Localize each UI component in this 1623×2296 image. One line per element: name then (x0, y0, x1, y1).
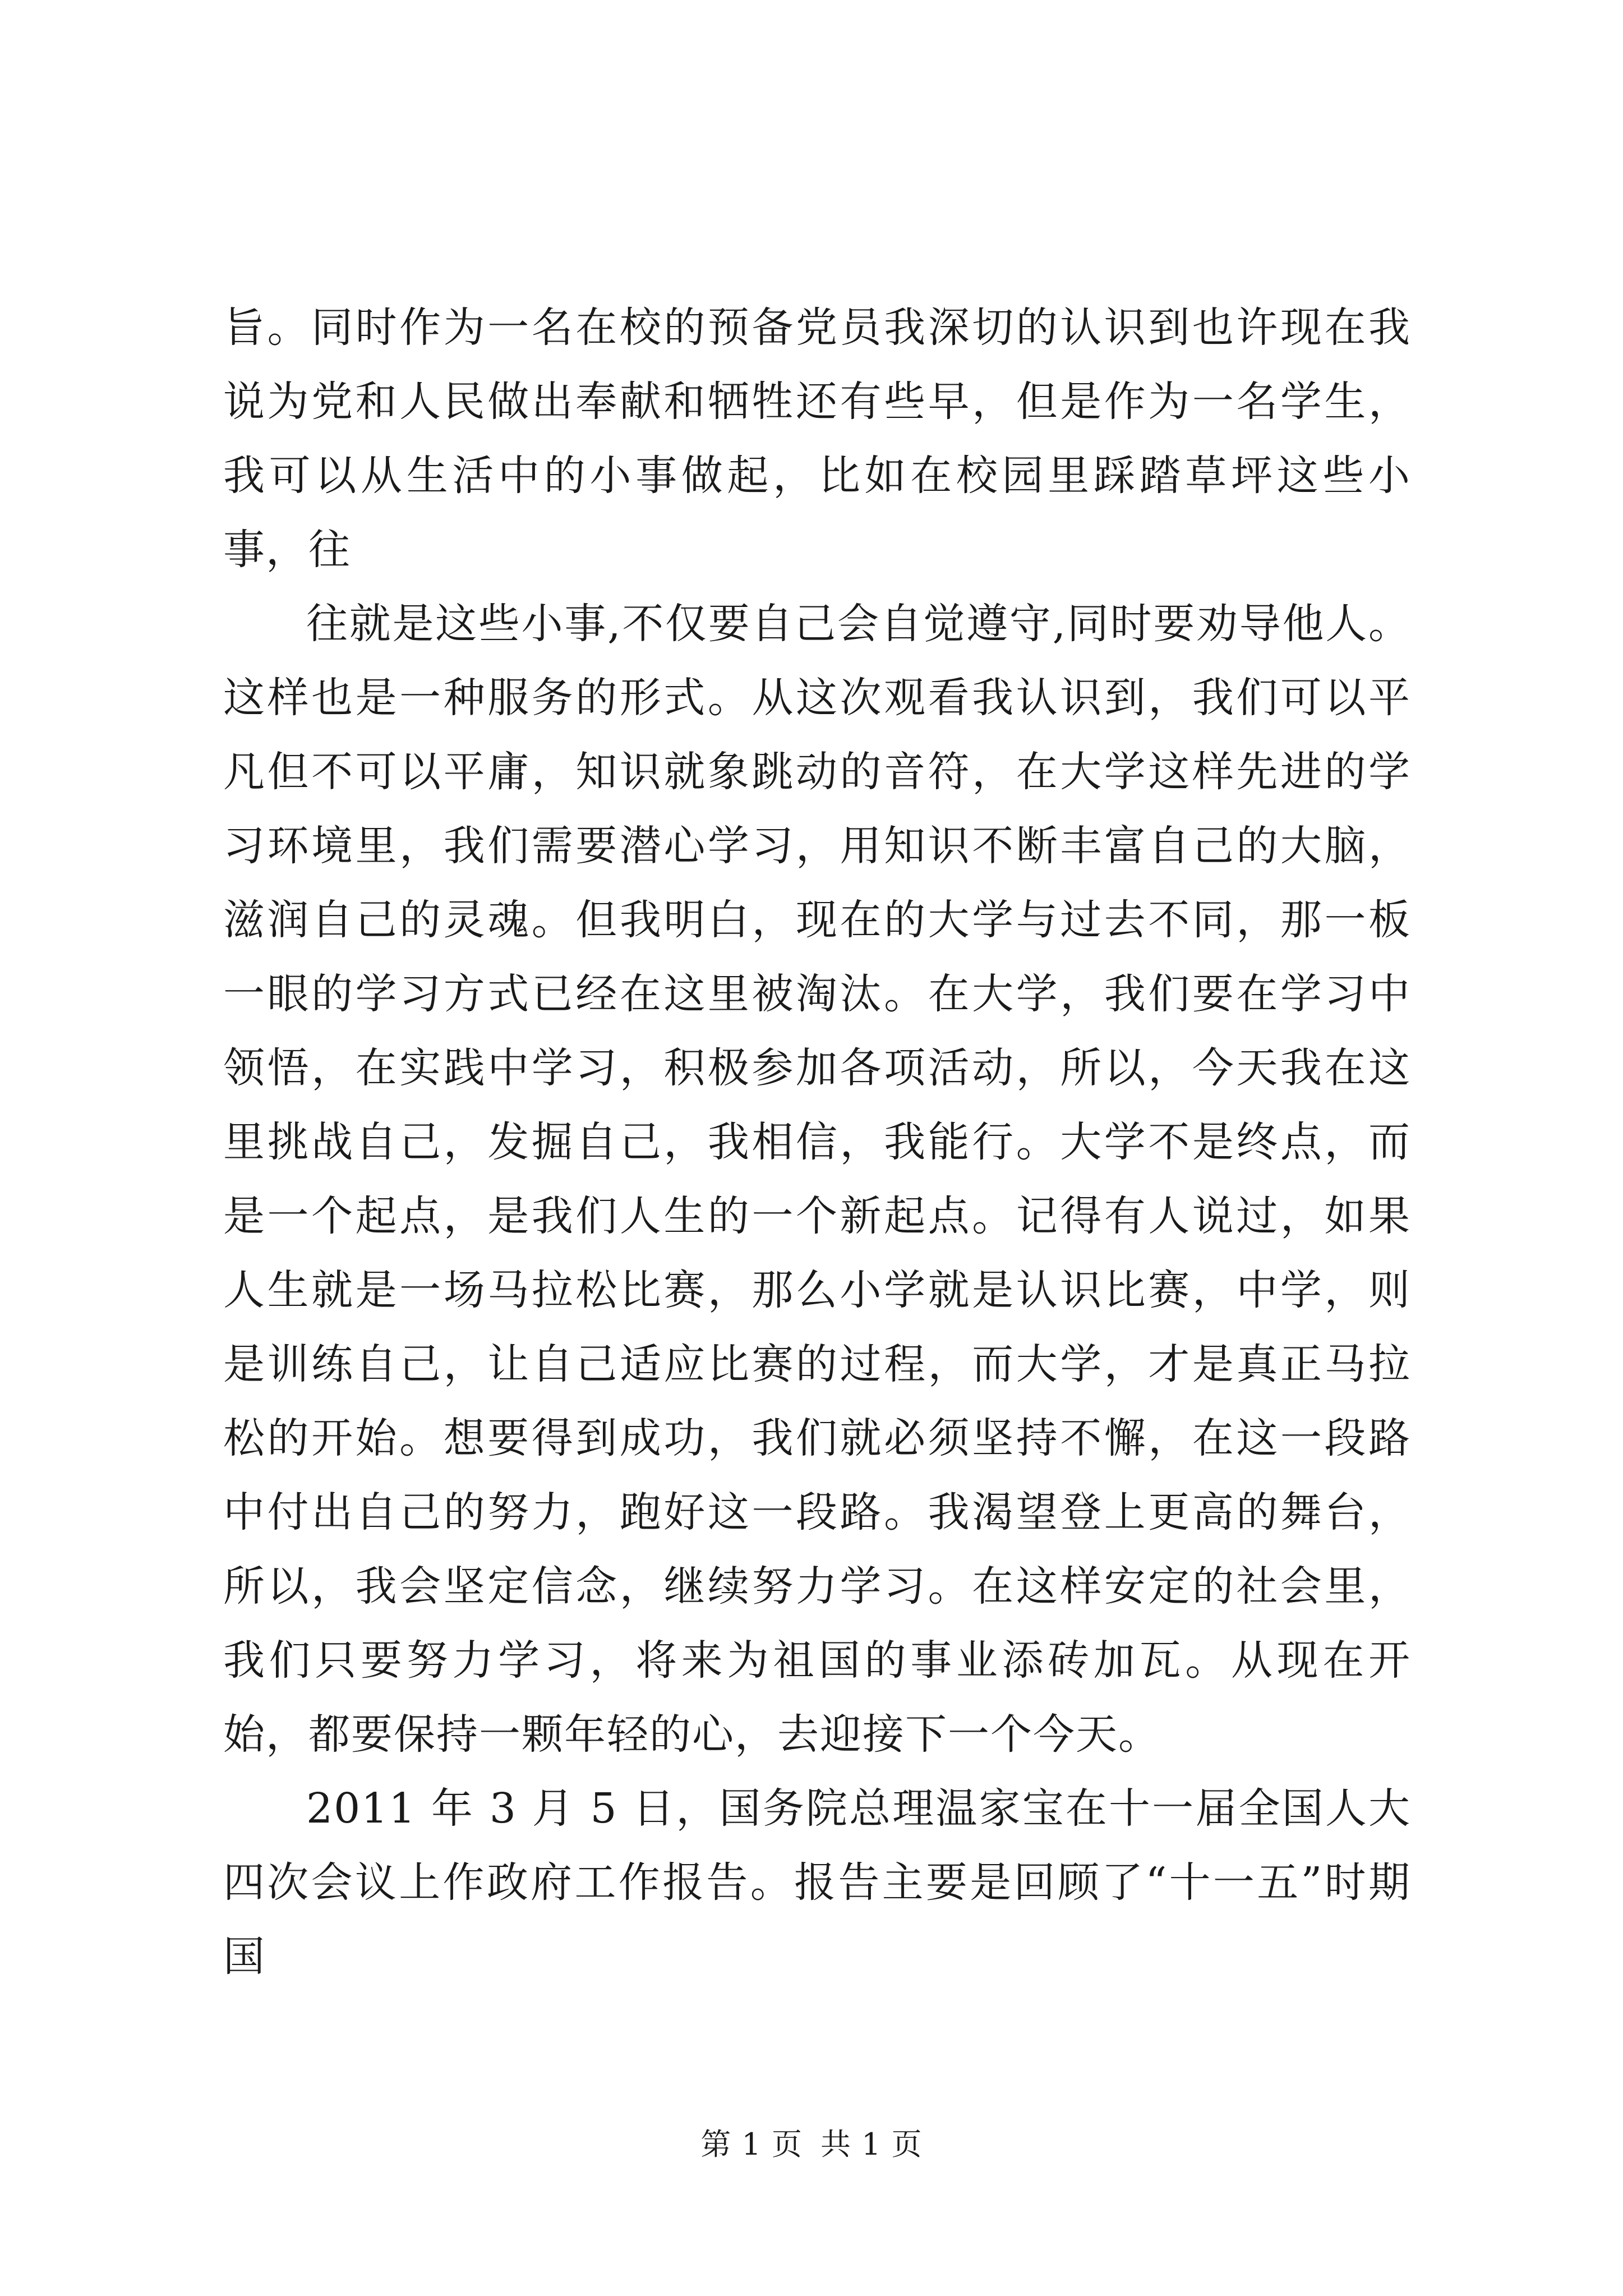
page-footer (0, 2125, 1623, 2164)
page-number: 第 1 页 (700, 2127, 803, 2162)
paragraph-continuation: 旨。同时作为一名在校的预备党员我深切的认识到也许现在我说为党和人民做出奉献和牺牲还有些早，但是作为一名学生，我可以从生活中的小事做起，比如在校园里踩踏草坪这些小事，往 (223, 303, 1411, 574)
document-body (223, 291, 1411, 1994)
paragraph-main: 往就是这些小事,不仅要自己会自觉遵守,同时要劝导他人。这样也是一种服务的形式。从这次观看我认识到，我们可以平凡但不可以平庸，知识就象跳动的音符，在大学这样先进的学习环境里，我们需要潜心学习，用知识不断丰富自己的大脑，滋润自己的灵魂。但我明白，现在的大学与过去不同，那一板一眼的学习方式已经在这里被淘汰。在大学，我们要在学习中领悟，在实践中学习，积极参加各项活动，所以，今天我在这里挑战自己，发掘自己，我相信，我能行。大学不是终点，而是一个起点，是我们人生的一个新起点。记得有人说过，如果人生就是一场马拉松比赛，那么小学就是认识比赛，中学，则是训练自己，让自己适应比赛的过程，而大学，才是真正马拉松的开始。想要得到成功，我们就必须坚持不懈，在这一段路中付出自己的努力，跑好这一段路。我渴望登上更高的舞台，所以，我会坚定信念，继续努力学习。在这样安定的社会里，我们只要努力学习，将来为祖国的事业添砖加瓦。从现在开始，都要保持一颗年轻的心，去迎接下一个今天。 (223, 600, 1411, 1759)
paragraph-report: 2011 年 3 月 5 日，国务院总理温家宝在十一届全国人大四次会议上作政府工作报告。报告主要是回顾了“十一五”时期国 (223, 1784, 1411, 1981)
page-total: 共 1 页 (820, 2127, 923, 2162)
